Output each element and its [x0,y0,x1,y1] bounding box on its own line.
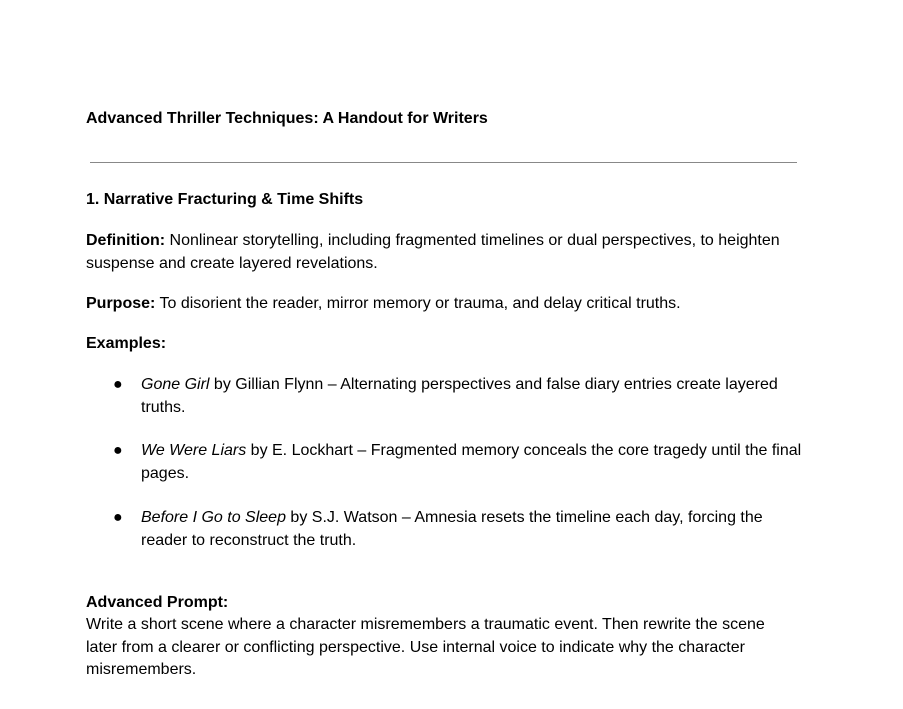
prompt-label: Advanced Prompt: [86,594,229,611]
definition-label: Definition: [86,232,166,249]
prompt-text: Write a short scene where a character misremembers a traumatic event. Then rewrite the scene later from a clearer or conflicting perspective. Use internal voice to indicate why the character misremembers. [86,616,765,678]
example-description: by Gillian Flynn – Alternating perspectives and false diary entries create layered truths. [141,376,778,416]
bullet-icon: ● [113,442,123,459]
examples-label: Examples: [86,335,167,352]
example-text [141,440,806,485]
bullet-icon: ● [113,509,123,526]
section-heading: 1. Narrative Fracturing & Time Shifts [86,191,364,208]
purpose-paragraph [86,293,806,316]
example-text [141,507,806,552]
book-title: Gone Girl [141,376,210,393]
document-title: Advanced Thriller Techniques: A Handout for Writers [86,110,488,127]
example-description: by S.J. Watson – Amnesia resets the timeline each day, forcing the reader to reconstruct the truth. [141,509,763,549]
book-title: Before I Go to Sleep [141,509,286,526]
book-title: We Were Liars [141,442,247,459]
example-description: by E. Lockhart – Fragmented memory conceals the core tragedy until the final pages. [141,442,802,482]
definition-text: Nonlinear storytelling, including fragmented timelines or dual perspectives, to heighten suspense and create layered revelations. [86,232,780,272]
definition-paragraph [86,230,806,275]
purpose-label: Purpose: [86,295,156,312]
bullet-icon: ● [113,376,123,393]
example-text [141,374,806,419]
horizontal-divider [90,162,797,163]
purpose-text: To disorient the reader, mirror memory or trauma, and delay critical truths. [155,295,681,312]
